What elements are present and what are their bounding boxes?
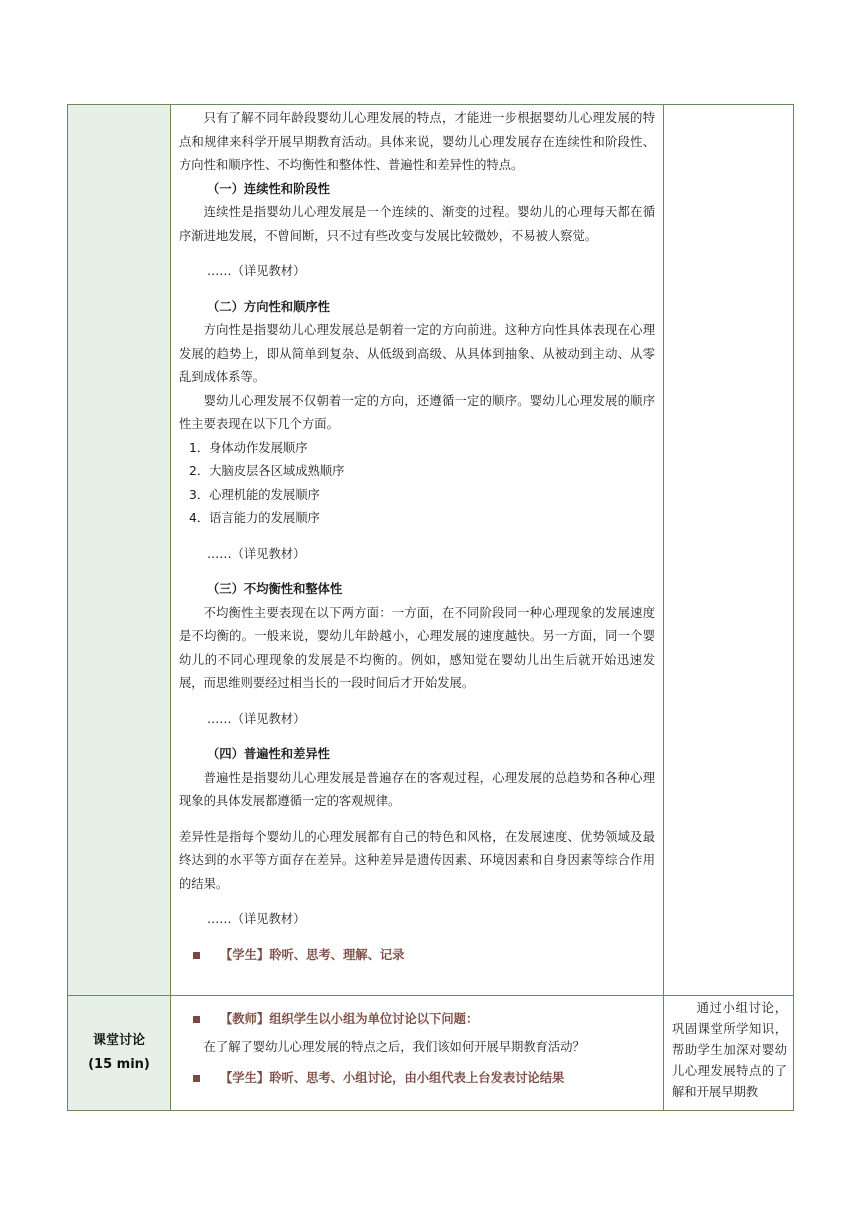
sequence-paragraph: 婴幼儿心理发展不仅朝着一定的方向，还遵循一定的顺序。婴幼儿心理发展的顺序性主要表现在以下几个方面。 (179, 393, 655, 431)
intro-paragraph: 只有了解不同年龄段婴幼儿心理发展的特点，才能进一步根据婴幼儿心理发展的特点和规律来科学开展早期教育活动。具体来说，婴幼儿心理发展存在连续性和阶段性、方向性和顺序性、不均衡性和整体性、普遍性和差异性的特点。 (179, 111, 655, 172)
direction-paragraph: 方向性是指婴幼儿心理发展总是朝着一定的方向前进。这种方向性具体表现在心理发展的趋势上，即从简单到复杂、从低级到高级、从具体到抽象、从被动到主动、从零乱到成体系等。 (179, 323, 655, 384)
teacher-activity (171, 1008, 663, 1032)
heading-continuity: （一）连续性和阶段性 (207, 181, 330, 196)
content-cell (171, 996, 664, 1110)
square-bullet-icon (193, 1075, 200, 1082)
design-note: 通过小组讨论，巩固课堂所学知识，帮助学生加深对婴幼儿心理发展特点的了解和开展早期教 (672, 1001, 787, 1099)
heading-direction: （二）方向性和顺序性 (207, 299, 330, 314)
list-item: 3．心理机能的发展顺序 (189, 487, 320, 502)
discussion-question: 在了解了婴幼儿心理发展的特点之后，我们该如何开展早期教育活动？ (203, 1039, 585, 1054)
lesson-table (67, 104, 794, 1111)
difference-paragraph: 差异性是指每个婴幼儿的心理发展都有自己的特色和风格，在发展速度、优势领域及最终达到的水平等方面存在差异。这种差异是遗传因素、环境因素和自身因素等综合作用的结果。 (179, 829, 655, 891)
see-textbook-note: ……（详见教材） (207, 546, 306, 561)
universality-paragraph: 普遍性是指婴幼儿心理发展是普遍存在的客观过程，心理发展的总趋势和各种心理现象的具体发展都遵循一定的客观规律。 (179, 770, 655, 808)
see-textbook-note: ……（详见教材） (207, 264, 306, 278)
student-activity (171, 1067, 663, 1091)
table-row (67, 995, 794, 1111)
list-item: 4．语言能力的发展顺序 (189, 511, 320, 525)
imbalance-paragraph: 不均衡性主要表现在以下两方面：一方面，在不同阶段同一种心理现象的发展速度是不均衡的。一般来说，婴幼儿年龄越小，心理发展的速度越快。另一方面，同一个婴幼儿的不同心理现象的发展是不均衡的。例如，感知觉在婴幼儿出生后就开始迅速发展，而思维则要经过相当长的一段时间后才开始发展。 (179, 605, 655, 690)
continuity-paragraph: 连续性是指婴幼儿心理发展是一个连续的、渐变的过程。婴幼儿的心理每天都在循序渐进地发展，不曾间断，只不过有些改变与发展比较微妙，不易被人察觉。 (179, 205, 655, 243)
see-textbook-note: ……（详见教材） (207, 912, 306, 926)
row-label-cell (68, 105, 171, 995)
list-item: 2．大脑皮层各区域成熟顺序 (189, 464, 345, 478)
square-bullet-icon (193, 952, 200, 959)
row-label-cell (68, 996, 171, 1110)
heading-imbalance: （三）不均衡性和整体性 (207, 582, 343, 596)
content-cell (171, 105, 664, 995)
section-label: 课堂讨论 (92, 1033, 145, 1048)
section-duration: (15 min) (88, 1057, 150, 1072)
notes-cell (664, 996, 793, 1110)
heading-universality: （四）普遍性和差异性 (207, 747, 330, 761)
notes-cell (664, 105, 793, 995)
table-row (67, 104, 794, 995)
student-activity (171, 944, 663, 968)
square-bullet-icon (193, 1016, 200, 1023)
student-activity-text: 【学生】聆听、思考、理解、记录 (220, 947, 405, 962)
teacher-activity-text: 【教师】组织学生以小组为单位讨论以下问题： (220, 1012, 479, 1026)
list-item: 1．身体动作发展顺序 (189, 440, 308, 455)
student-activity-text: 【学生】聆听、思考、小组讨论，由小组代表上台发表讨论结果 (220, 1071, 565, 1085)
see-textbook-note: ……（详见教材） (207, 711, 306, 726)
